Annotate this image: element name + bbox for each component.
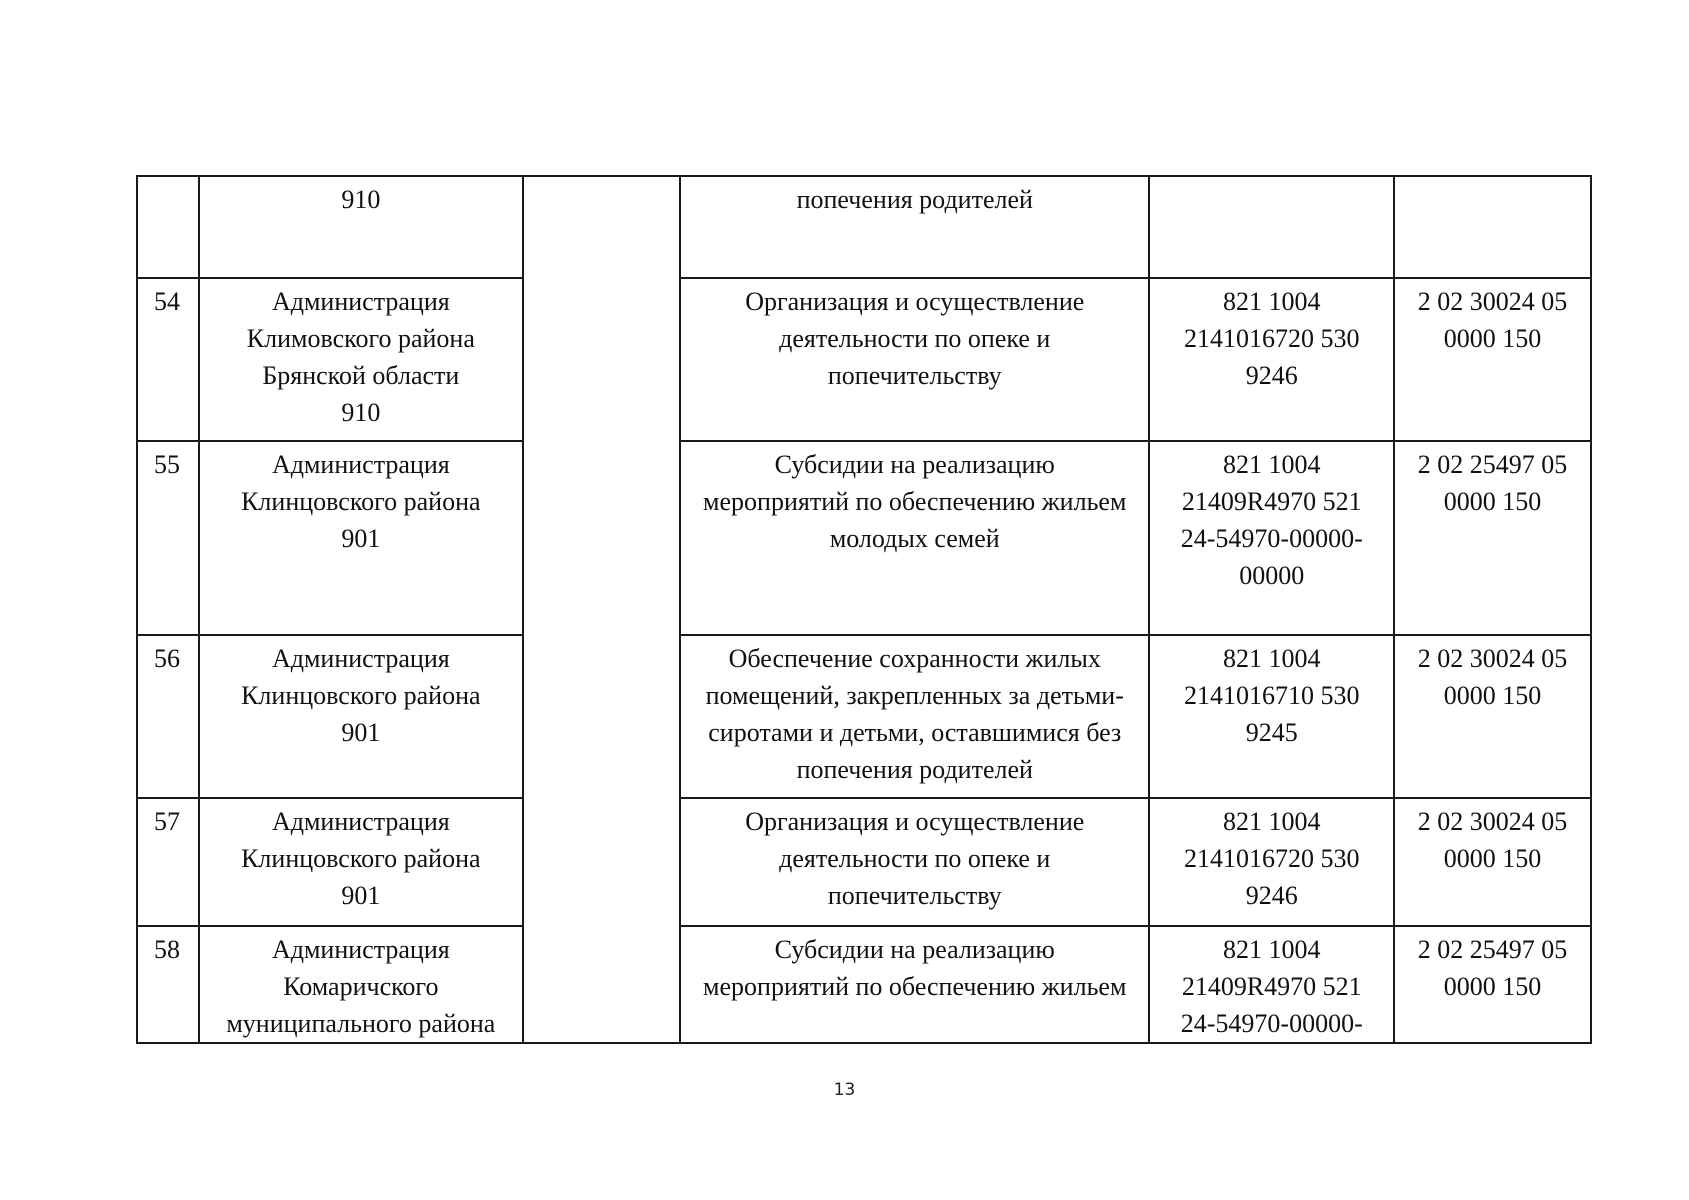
cell-line: 0000 150 [1443,972,1542,1001]
cell-line: Клинцовского района [241,844,481,873]
cell-line: 2 02 25497 05 [1417,935,1568,964]
table-row [137,635,1591,798]
cell-line: Клинцовского района [241,681,481,710]
cell-line: сиротами и детьми, оставшимися без [708,718,1122,747]
cell-line: Администрация [271,644,450,673]
budget-code-cell [1149,176,1394,278]
cell-line: Администрация [271,807,450,836]
table-body [137,176,1591,1043]
recipient-cell [199,176,522,278]
budget-code-cell [1149,441,1394,635]
cell-line: попечительству [827,361,1002,390]
row-number-cell: 54 [137,278,199,441]
empty-merged-cell [523,176,681,1043]
page-number: 13 [833,1080,856,1100]
cell-line: 901 [341,524,381,553]
cell-line: 0000 150 [1443,681,1542,710]
cell-line: Организация и осуществление [745,287,1085,316]
cell-line: 901 [341,881,381,910]
table-row [137,278,1591,441]
cell-line: Субсидии на реализацию [774,935,1055,964]
income-code-cell [1394,798,1591,926]
table-row [137,798,1591,926]
cell-line: Организация и осуществление [745,807,1085,836]
cell-line: 821 1004 [1223,644,1321,673]
cell-line: 821 1004 [1223,807,1321,836]
cell-line: 21409R4970 521 [1181,972,1362,1001]
purpose-cell [680,176,1149,278]
income-code-cell [1394,176,1591,278]
cell-line: мероприятий по обеспечению жильем [703,487,1127,516]
cell-line: Брянской области [262,361,460,390]
cell-line: 24-54970-00000- [1180,1009,1363,1038]
cell-line: 24-54970-00000- [1180,524,1363,553]
cell-line: Обеспечение сохранности жилых [728,644,1101,673]
cell-line: 21409R4970 521 [1181,487,1362,516]
cell-line: 2 02 30024 05 [1417,287,1568,316]
cell-line: попечения родителей [796,185,1033,214]
income-code-cell [1394,441,1591,635]
cell-line: 00000 [1239,561,1305,590]
subsidy-table [136,175,1592,1044]
purpose-cell [680,926,1149,1043]
purpose-cell [680,798,1149,926]
cell-line: 2141016720 530 [1184,324,1360,353]
cell-line: 821 1004 [1223,450,1321,479]
cell-line: 2141016710 530 [1184,681,1360,710]
cell-line: молодых семей [829,524,1000,553]
cell-line: Клинцовского района [241,487,481,516]
cell-line: Администрация [271,287,450,316]
recipient-cell [199,278,522,441]
purpose-cell [680,441,1149,635]
row-number-cell: 58 [137,926,199,1043]
cell-line: 0000 150 [1443,324,1542,353]
recipient-cell [199,926,522,1043]
budget-code-cell [1149,635,1394,798]
cell-line: Климовского района [246,324,475,353]
cell-line: деятельности по опеке и [779,844,1051,873]
budget-code-cell [1149,278,1394,441]
cell-line: муниципального района [226,1009,496,1038]
cell-line: 9246 [1245,881,1298,910]
cell-line: 910 [341,185,381,214]
cell-line: попечительству [827,881,1002,910]
cell-line: 901 [341,718,381,747]
row-number-cell: 56 [137,635,199,798]
cell-line: 0000 150 [1443,844,1542,873]
cell-line: помещений, закрепленных за детьми- [705,681,1124,710]
cell-line: Субсидии на реализацию [774,450,1055,479]
budget-code-cell [1149,926,1394,1043]
recipient-cell [199,635,522,798]
cell-line: Администрация [271,935,450,964]
cell-line: 9246 [1245,361,1298,390]
purpose-cell [680,278,1149,441]
budget-code-cell [1149,798,1394,926]
income-code-cell [1394,926,1591,1043]
cell-line: 2 02 25497 05 [1417,450,1568,479]
income-code-cell [1394,635,1591,798]
row-number-cell [137,176,199,278]
cell-line: 910 [341,398,381,427]
table-row [137,926,1591,1043]
table-row [137,176,1591,278]
cell-line: деятельности по опеке и [779,324,1051,353]
row-number-cell: 57 [137,798,199,926]
cell-line: 821 1004 [1223,287,1321,316]
income-code-cell [1394,278,1591,441]
cell-line: Комаричского [283,972,439,1001]
table-row [137,441,1591,635]
cell-line: мероприятий по обеспечению жильем [703,972,1127,1001]
cell-line: 821 1004 [1223,935,1321,964]
recipient-cell [199,441,522,635]
cell-line: 2 02 30024 05 [1417,807,1568,836]
cell-line: 2 02 30024 05 [1417,644,1568,673]
cell-line: 2141016720 530 [1184,844,1360,873]
cell-line: попечения родителей [796,755,1033,784]
recipient-cell [199,798,522,926]
cell-line: 0000 150 [1443,487,1542,516]
cell-line: Администрация [271,450,450,479]
purpose-cell [680,635,1149,798]
row-number-cell: 55 [137,441,199,635]
cell-line: 9245 [1245,718,1298,747]
